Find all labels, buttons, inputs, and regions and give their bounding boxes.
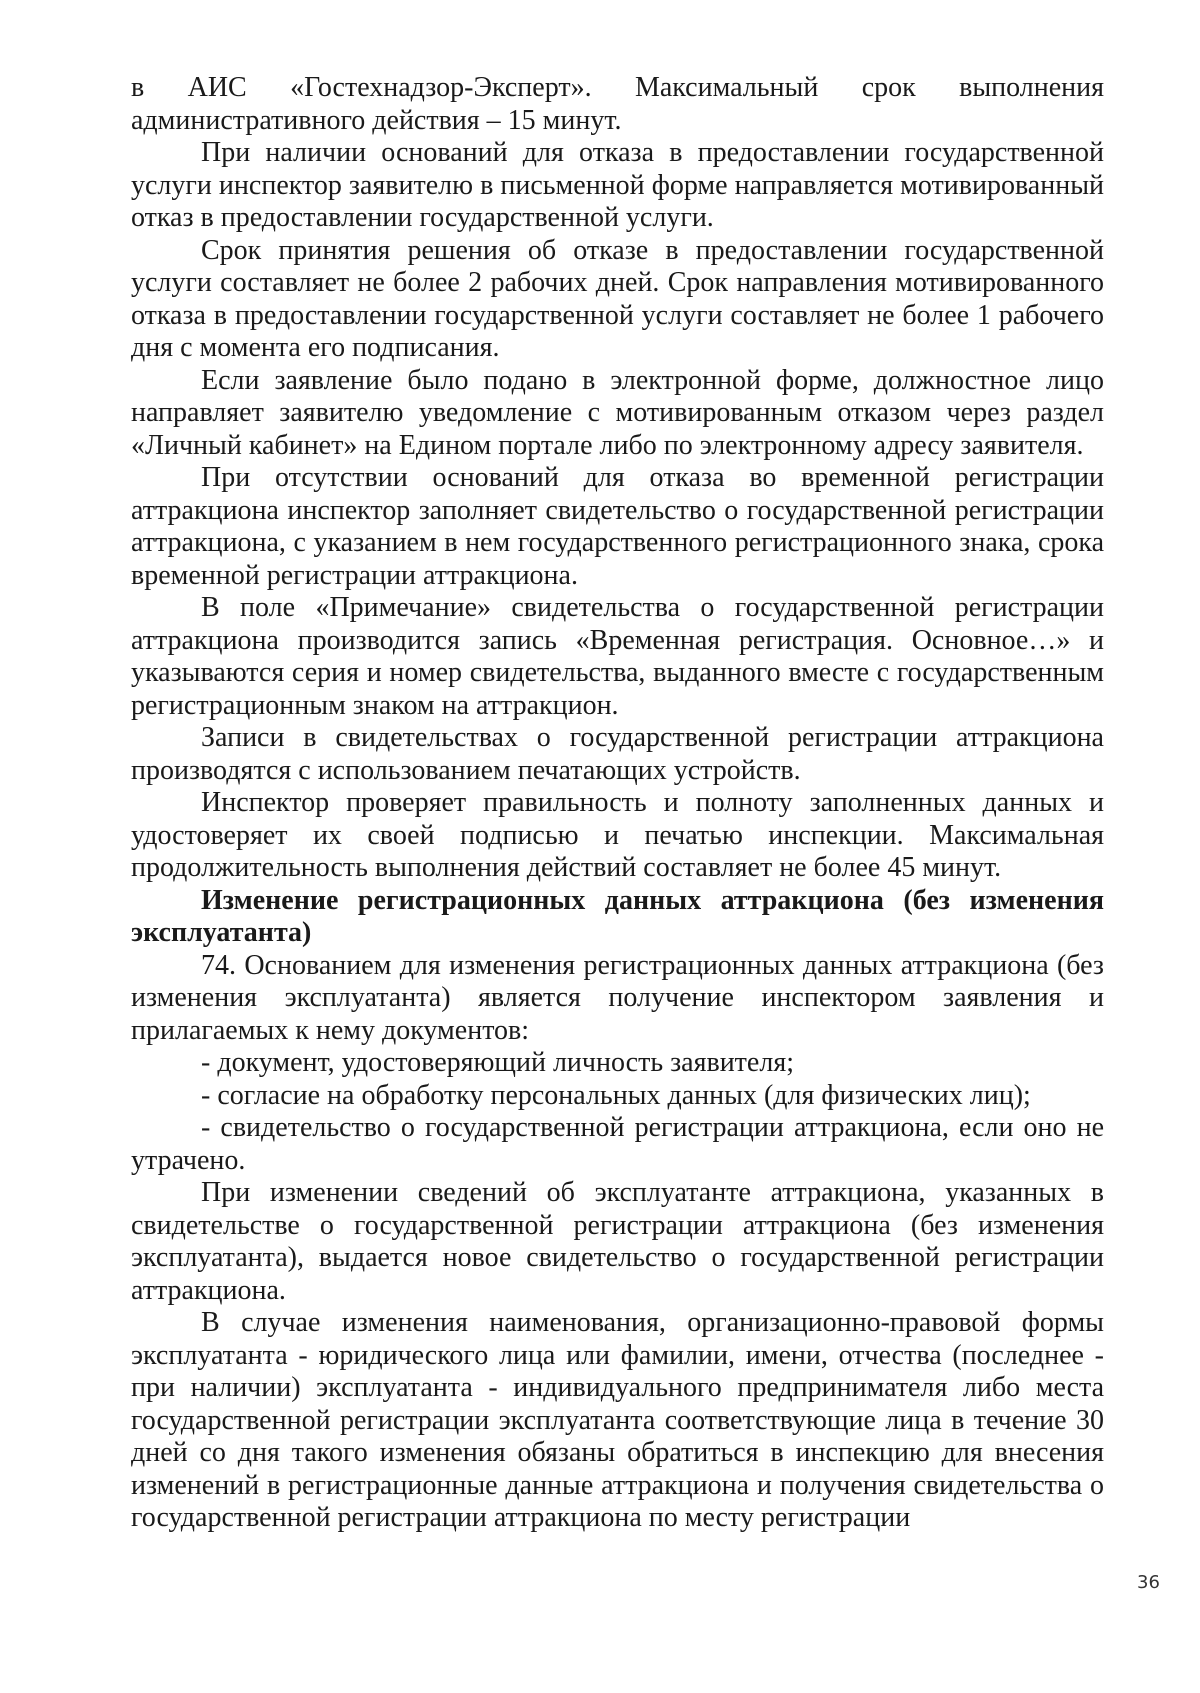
paragraph-6: В поле «Примечание» свидетельства о государственной регистрации аттракциона производится запись «Временная регистрация. Основное…» и указываются серия и номер свидетельства, выданного вместе с государственным регистрационным знаком на аттракцион. bbox=[131, 592, 1104, 721]
paragraph-5: При отсутствии оснований для отказа во временной регистрации аттракциона инспектор заполняет свидетельство о государственной регистрации аттракциона, с указанием в нем государственного регистрационного знака, срока временной регистрации аттракциона. bbox=[131, 462, 1104, 591]
section-heading: Изменение регистрационных данных аттракциона (без изменения эксплуатанта) bbox=[131, 884, 1104, 948]
paragraph-11: В случае изменения наименования, организационно-правовой формы эксплуатанта - юридического лица или фамилии, имени, отчества (последнее - при наличии) эксплуатанта - индивидуального предпринимателя либо места государственной регистрации эксплуатанта соответствующие лица в течение 30 дней со дня такого изменения обязаны обратиться в инспекцию для внесения изменений в регистрационные данные аттракциона и получения свидетельства о государственной регистрации аттракциона по месту регистрации bbox=[131, 1307, 1104, 1533]
paragraph-9: 74. Основанием для изменения регистрационных данных аттракциона (без изменения эксплуатанта) является получение инспектором заявления и прилагаемых к нему документов: bbox=[131, 949, 1104, 1046]
paragraph-7: Записи в свидетельствах о государственной регистрации аттракциона производятся с использованием печатающих устройств. bbox=[131, 722, 1104, 786]
paragraph-8: Инспектор проверяет правильность и полноту заполненных данных и удостоверяет их своей подписью и печатью инспекции. Максимальная продолжительность выполнения действий составляет не более 45 минут. bbox=[131, 787, 1104, 883]
document-body bbox=[131, 72, 1104, 1535]
list-item-1: - документ, удостоверяющий личность заявителя; bbox=[201, 1047, 794, 1078]
paragraph-2: При наличии оснований для отказа в предоставлении государственной услуги инспектор заявителю в письменной форме направляется мотивированный отказ в предоставлении государственной услуги. bbox=[131, 137, 1104, 233]
list-item-2: - согласие на обработку персональных данных (для физических лиц); bbox=[201, 1079, 1031, 1111]
list-item-3: - свидетельство о государственной регистрации аттракциона, если оно не утрачено. bbox=[131, 1112, 1104, 1176]
paragraph-10: При изменении сведений об эксплуатанте аттракциона, указанных в свидетельстве о государственной регистрации аттракциона (без изменения эксплуатанта), выдается новое свидетельство о государственной регистрации аттракциона. bbox=[131, 1177, 1104, 1306]
paragraph-4: Если заявление было подано в электронной форме, должностное лицо направляет заявителю уведомление с мотивированным отказом через раздел «Личный кабинет» на Едином портале либо по электронному адресу заявителя. bbox=[131, 364, 1104, 461]
paragraph-1: в АИС «Гостехнадзор-Эксперт». Максимальный срок выполнения административного действия – 15 минут. bbox=[131, 72, 1104, 136]
paragraph-3: Срок принятия решения об отказе в предоставлении государственной услуги составляет не более 2 рабочих дней. Срок направления мотивированного отказа в предоставлении государственной услуги составляет не более 1 рабочего дня с момента его подписания. bbox=[131, 234, 1104, 363]
page-number: 36 bbox=[1137, 1572, 1160, 1593]
